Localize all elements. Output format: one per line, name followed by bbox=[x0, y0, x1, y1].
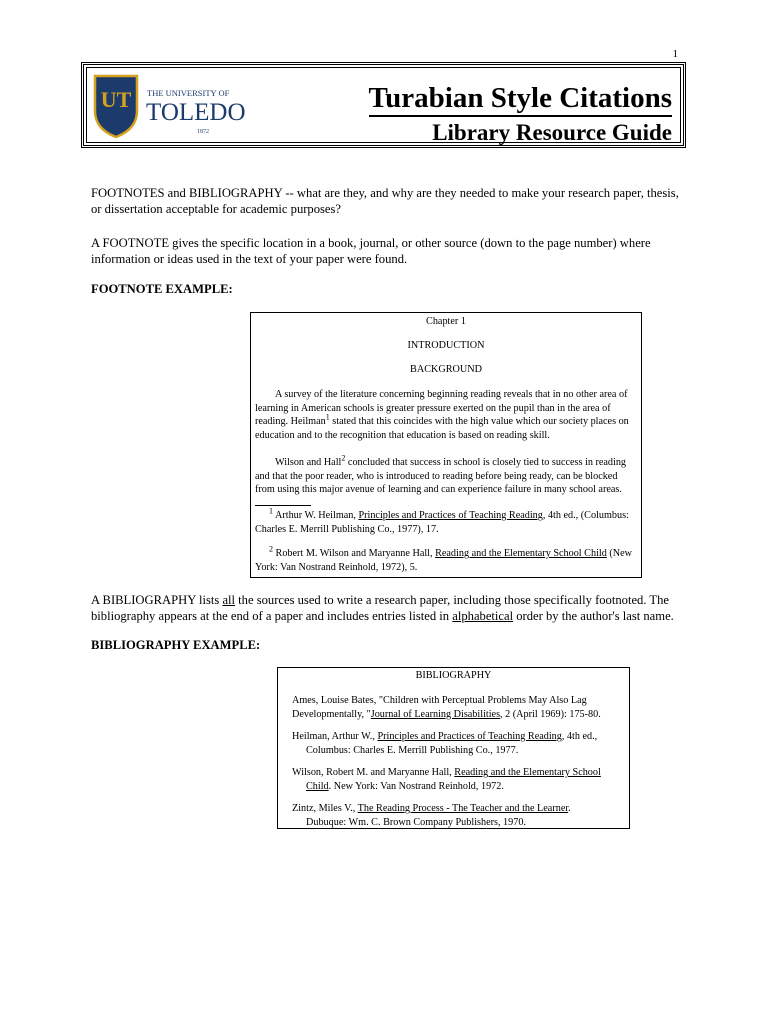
bib-entry-2-text-b: , 4th ed., bbox=[561, 731, 598, 742]
footnote-1 bbox=[255, 506, 637, 536]
example-paragraph-1 bbox=[255, 388, 637, 442]
bib-entry-3-line-2 bbox=[292, 781, 504, 792]
footnote-2-text-a: Robert M. Wilson and Maryanne Hall, bbox=[273, 548, 436, 559]
bib-text-all: all bbox=[222, 593, 236, 607]
header-box bbox=[81, 62, 686, 148]
bib-entry-1-line-1: Ames, Louise Bates, "Children with Perceptual Problems May Also Lag bbox=[292, 695, 587, 706]
bib-text-b: the sources used to write a research paper, including those specifically footnoted. The bibliography appears at the end of a paper and includes entries listed in bbox=[91, 593, 669, 623]
bib-text-c: order by the author's last name. bbox=[513, 609, 674, 623]
bib-entry-2-title: Principles and Practices of Teaching Reading bbox=[377, 731, 562, 742]
logo-line2: TOLEDO bbox=[146, 99, 246, 126]
bib-entry-3-title-2: Child bbox=[306, 780, 329, 792]
bib-text-a: A BIBLIOGRAPHY lists bbox=[91, 593, 223, 607]
footnote-ref-2: 2 bbox=[341, 453, 346, 463]
footnote-1-number: 1 bbox=[269, 506, 273, 516]
footnote-example-heading: FOOTNOTE EXAMPLE: bbox=[91, 282, 233, 296]
footnote-example-box bbox=[250, 312, 642, 578]
bib-entry-1-text-b: Developmentally, " bbox=[292, 708, 371, 720]
para2-text-a: Wilson and Hall bbox=[275, 457, 342, 468]
bib-entry-2-text-a: Heilman, Arthur W., bbox=[292, 731, 378, 742]
bib-entry-4-text-c: Dubuque: Wm. C. Brown Company Publishers, 1970. bbox=[306, 816, 526, 828]
bib-entry-4 bbox=[278, 802, 629, 829]
footnote-2-text-b: (New York: Van Nostrand Reinhold, 1972), 5. bbox=[255, 548, 633, 573]
para1-text-a: A survey of the literature concerning beginning reading reveals that in no other area of learning in American schools is greater pressure exerted on the pupil than in the area of reading. Heilman bbox=[255, 389, 628, 428]
bib-text-alphabetical: alphabetical bbox=[452, 609, 514, 623]
bib-entry-3-title-1: Reading and the Elementary School bbox=[454, 767, 601, 778]
para2-text-b: concluded that success in school is closely tied to success in reading and that the poor reader, who is introduced to reading before being ready, can be blocked from using this major avenue of learning and can experience failure in many school areas. bbox=[255, 457, 627, 496]
bib-entry-3-text-a: Wilson, Robert M. and Maryanne Hall, bbox=[292, 767, 455, 778]
bib-entry-2-text-c: Columbus: Charles E. Merrill Publishing Co., 1977. bbox=[306, 744, 519, 756]
bib-entry-1-journal: Journal of Learning Disabilities bbox=[370, 708, 501, 720]
chapter-label: Chapter 1 bbox=[426, 316, 466, 327]
footnote-1-text-b: , 4th ed., (Columbus: Charles E. Merrill Publishing Co., 1977), 17. bbox=[255, 510, 629, 535]
bib-entry-1-text-c: , 2 (April 1969): 175-80. bbox=[500, 708, 601, 720]
bib-entry-4-line-1 bbox=[292, 802, 629, 816]
bib-entry-3 bbox=[278, 766, 629, 793]
bib-entry-2 bbox=[278, 730, 629, 757]
document-title: Turabian Style Citations bbox=[369, 82, 673, 117]
logo-year: 1872 bbox=[197, 129, 209, 135]
bib-entry-3-text-b: . New York: Van Nostrand Reinhold, 1972. bbox=[328, 780, 504, 792]
footnote-2-title: Reading and the Elementary School Child bbox=[435, 548, 607, 559]
bib-entry-1 bbox=[278, 694, 629, 721]
footnote-2-number: 2 bbox=[269, 544, 273, 554]
introduction-label: INTRODUCTION bbox=[407, 340, 485, 351]
bibliography-paragraph bbox=[91, 592, 691, 624]
footnote-2 bbox=[255, 544, 637, 574]
logo-line1: THE UNIVERSITY OF bbox=[147, 88, 230, 98]
bib-entry-3-line-1 bbox=[292, 766, 629, 780]
intro-paragraph-2: A FOOTNOTE gives the specific location in a book, journal, or other source (down to the page number) where information or ideas used in the text of your paper were found. bbox=[91, 236, 651, 266]
footnote-1-text-a: Arthur W. Heilman, bbox=[273, 510, 359, 521]
bib-entry-4-text-a: Zintz, Miles V., bbox=[292, 803, 358, 814]
footnote-1-title: Principles and Practices of Teaching Reading bbox=[358, 510, 543, 521]
header-inner-border bbox=[86, 67, 681, 143]
bib-entry-2-line-1 bbox=[292, 730, 629, 744]
bibliography-title: BIBLIOGRAPHY bbox=[415, 670, 492, 681]
footnote-ref-1: 1 bbox=[325, 412, 330, 422]
footnote-separator bbox=[255, 505, 311, 506]
bibliography-example-box bbox=[277, 667, 630, 829]
university-logo bbox=[91, 73, 266, 141]
intro-paragraph-1: FOOTNOTES and BIBLIOGRAPHY -- what are they, and why are they needed to make your research paper, thesis, or dissertation acceptable for academic purposes? bbox=[91, 186, 679, 216]
logo-initials: UT bbox=[100, 87, 132, 112]
example-paragraph-2 bbox=[255, 453, 637, 497]
bib-entry-4-text-b: . bbox=[568, 803, 571, 814]
page-number: 1 bbox=[672, 48, 678, 60]
para1-text-b: stated that this coincides with the high value which our society places on education and to the recognition that education is based on reading skill. bbox=[255, 416, 629, 441]
bibliography-example-heading: BIBLIOGRAPHY EXAMPLE: bbox=[91, 638, 261, 652]
document-subtitle: Library Resource Guide bbox=[432, 120, 672, 145]
background-label: BACKGROUND bbox=[410, 364, 482, 375]
bib-entry-4-title: The Reading Process - The Teacher and the Learner bbox=[357, 803, 569, 814]
